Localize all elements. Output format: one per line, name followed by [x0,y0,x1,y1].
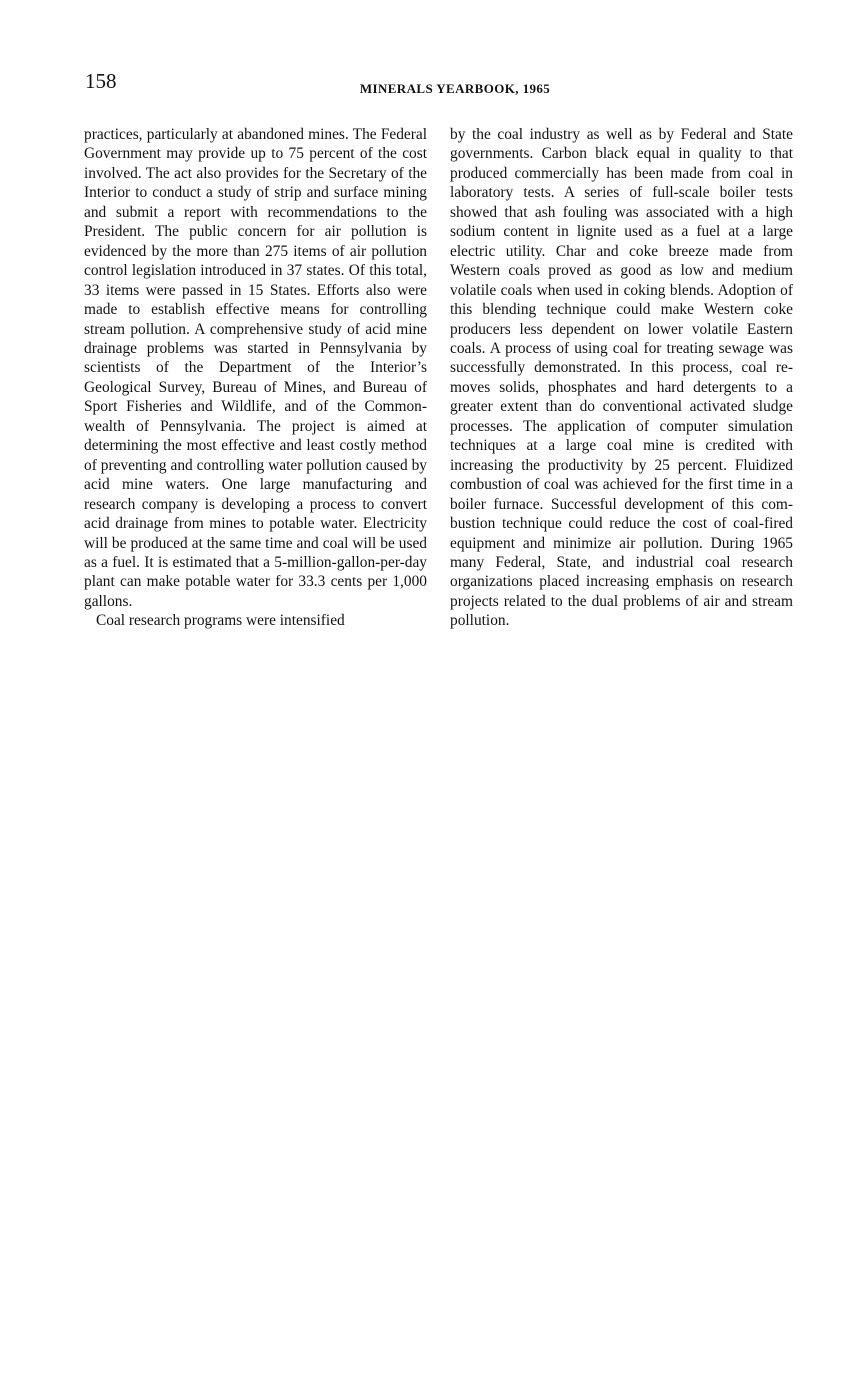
left-column [84,125,427,631]
right-paragraph-1: by the coal industry as well as by Federal and State governments. Carbon black equal in quality to that produced commercially has been made from coal in laboratory tests. A series of full-scale boiler tests showed that ash fouling was associated with a high sodium content in lignite used as a fuel at a large electric utility. Char and coke breeze made from Western coals proved as good as low and medium volatile coals when used in coking blends. Adoption of this blending technique could make Western coke producers less dependent on lower volatile Eastern coals. A process of using coal for treating sewage was successfully demonstrated. In this process, coal removes solids, phosphates and hard detergents to a greater extent than do conventional activated sludge processes. The application of computer simulation techniques at a large coal mine is credited with increasing the productivity by 25 percent. Fluidized combustion of coal was achieved for the first time in a boiler furnace. Successful development of this combustion technique could reduce the cost of coal-fired equipment and minimize air pollution. During 1965 many Federal, State, and industrial coal research organizations placed increasing emphasis on research projects related to the dual problems of air and stream pollution. [450,126,793,630]
left-paragraph-1: practices, particularly at abandoned mines. The Federal Government may provide up to 75 percent of the cost involved. The act also provides for the Secretary of the Interior to conduct a study of strip and surface mining and submit a report with recommendations to the President. The public concern for air pollution is evidenced by the more than 275 items of air pollution control legislation introduced in 37 states. Of this total, 33 items were passed in 15 States. Efforts also were made to establish effective means for controlling stream pollution. A comprehensive study of acid mine drainage problems was started in Pennsylvania by scientists of the Department of the Interior’s Geological Survey, Bureau of Mines, and Bureau of Sport Fisheries and Wildlife, and of the Commonwealth of Pennsylvania. The project is aimed at determining the most effective and least costly method of preventing and controlling water pollution caused by acid mine waters. One large manufacturing and research company is developing a process to convert acid drainage from mines to potable water. Electricity will be produced at the same time and coal will be used as a fuel. It is estimated that a 5-million-gallon-per-day plant can make potable water for 33.3 cents per 1,000 gallons. [84,126,427,610]
running-title: MINERALS YEARBOOK, 1965 [359,81,551,96]
page-number: 158 [85,69,117,93]
left-paragraph-2: Coal research programs were intensified [96,612,345,630]
right-column [450,125,793,631]
